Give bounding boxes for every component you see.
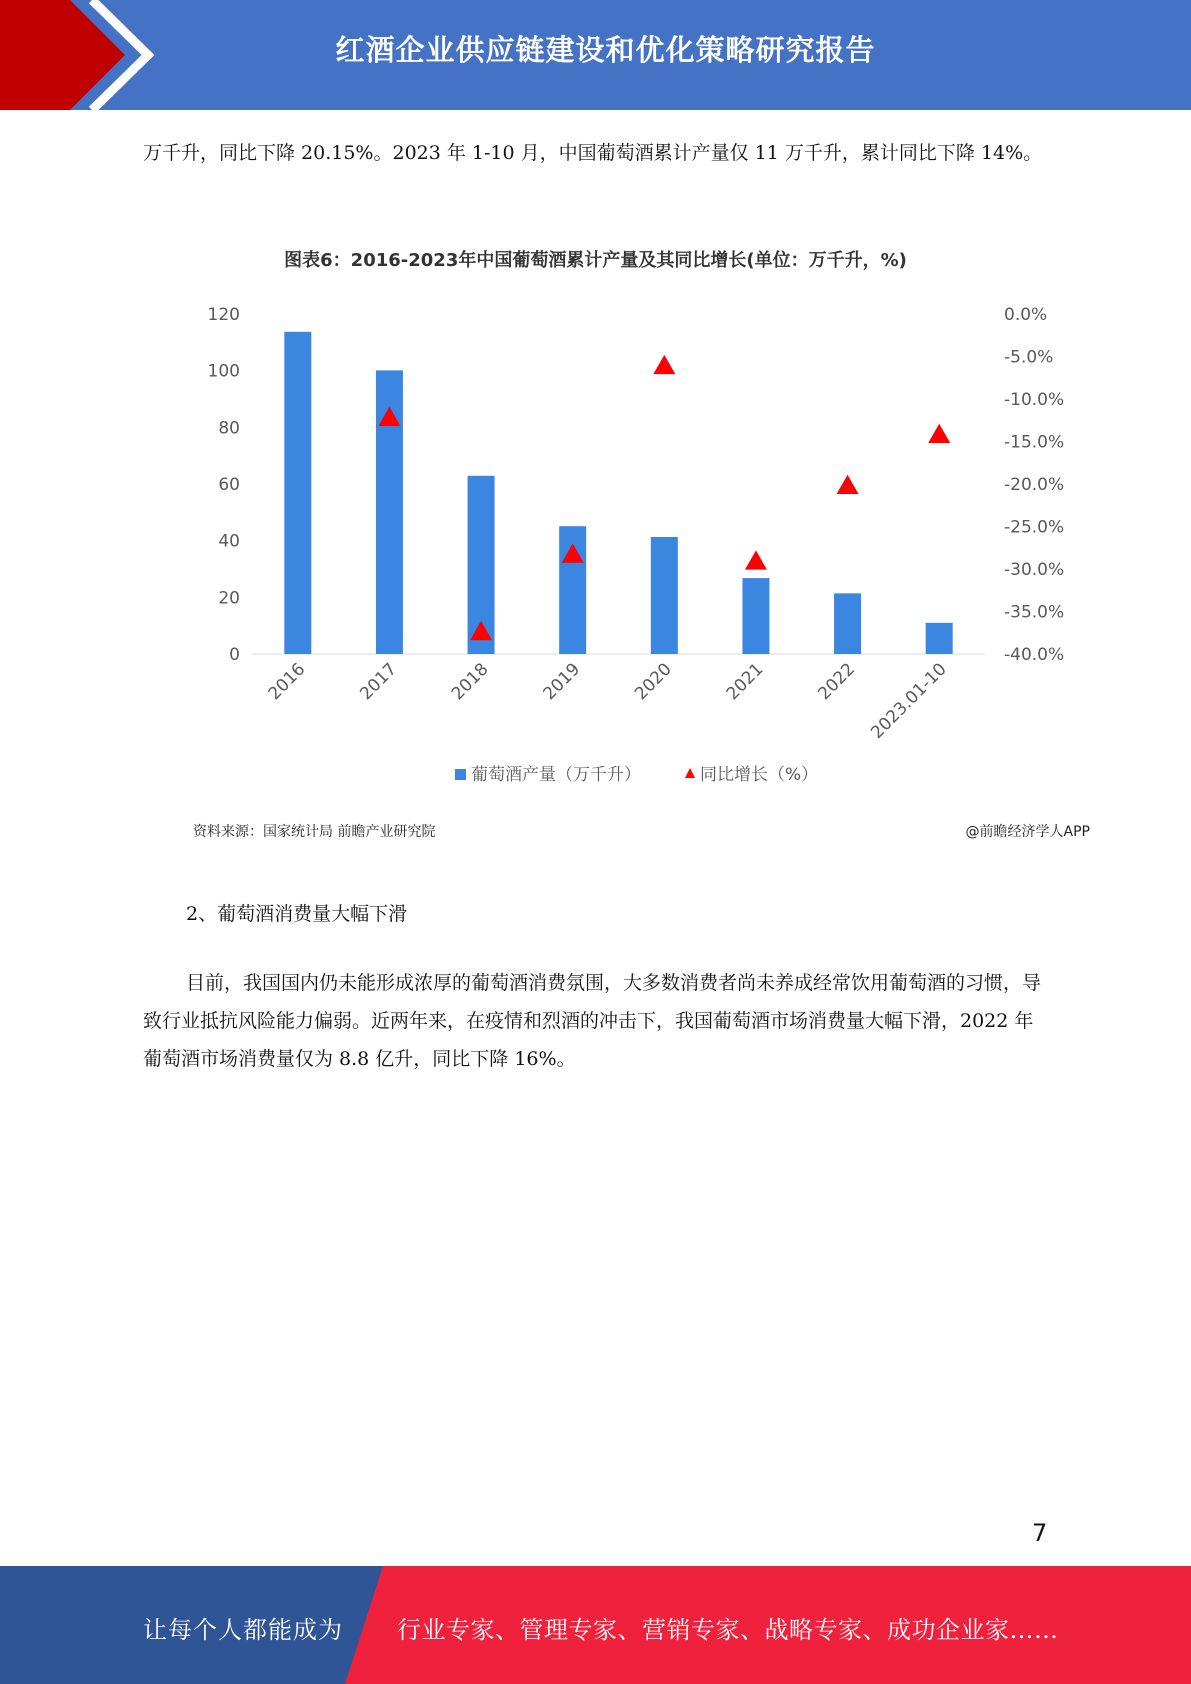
x-axis-tick-label: 2016 [264, 659, 310, 705]
right-axis-tick-label: -10.0% [1004, 390, 1065, 410]
right-axis-tick-label: -30.0% [1004, 560, 1065, 580]
bar-2016 [284, 332, 311, 654]
x-axis-tick-label: 2021 [722, 659, 768, 705]
right-axis-tick-label: -5.0% [1004, 347, 1054, 368]
x-axis-tick-label: 2017 [356, 659, 401, 705]
bar-2021 [742, 578, 769, 654]
legend-label-yoy: 同比增长（%） [700, 765, 819, 785]
yoy-marker-2022 [837, 475, 859, 494]
yoy-marker-2023.01-10 [928, 424, 950, 443]
x-axis-tick-label: 2019 [539, 659, 585, 705]
x-axis-tick-label: 2018 [447, 659, 493, 705]
right-axis-tick-label: 0.0% [1004, 305, 1048, 325]
chart-source: 资料来源：国家统计局 前瞻产业研究院 [193, 824, 436, 840]
left-axis-tick-label: 100 [207, 361, 240, 382]
left-axis-tick-label: 40 [218, 531, 240, 552]
chart-title: 图表6：2016-2023年中国葡萄酒累计产量及其同比增长(单位：万千升，%) [284, 250, 907, 271]
left-axis-tick-label: 20 [218, 588, 240, 609]
bar-2022 [834, 593, 861, 654]
left-axis-tick-label: 60 [218, 475, 240, 495]
right-axis-tick-label: -40.0% [1004, 645, 1065, 665]
yoy-marker-2020 [653, 355, 675, 374]
legend-swatch-production [455, 769, 466, 780]
left-axis-tick-label: 0 [229, 645, 240, 665]
x-axis-tick-label: 2023.01-10 [867, 659, 951, 743]
page-footer [0, 1566, 1191, 1684]
bar-2020 [651, 537, 678, 654]
section-body: 目前，我国国内仍未能形成浓厚的葡萄酒消费氛围，大多数消费者尚未养成经常饮用葡萄酒的习惯，导致行业抵抗风险能力偏弱。近两年来，在疫情和烈酒的冲击下，我国葡萄酒市场消费量大幅下滑，2022 年葡萄酒市场消费量仅为 8.8 亿升，同比下降 16%。 [143, 972, 1042, 1070]
report-title: 红酒企业供应链建设和优化策略研究报告 [335, 33, 876, 67]
right-axis-tick-label: -25.0% [1004, 517, 1065, 538]
bar-2023.01-10 [926, 623, 953, 654]
section-heading: 2、葡萄酒消费量大幅下滑 [186, 903, 408, 925]
footer-slogan-right: 行业专家、管理专家、营销专家、战略专家、成功企业家…… [397, 1616, 1059, 1644]
right-axis-tick-label: -20.0% [1004, 475, 1065, 495]
left-axis-tick-label: 120 [207, 305, 240, 325]
right-axis-tick-label: -15.0% [1004, 432, 1065, 453]
x-axis-tick-label: 2022 [814, 659, 860, 705]
legend-label-production: 葡萄酒产量（万千升） [471, 765, 641, 785]
x-axis-tick-label: 2020 [631, 659, 676, 705]
left-axis-tick-label: 80 [218, 418, 240, 439]
chart-credit: @前瞻经济学人APP [965, 824, 1090, 840]
legend-swatch-yoy [685, 768, 695, 778]
footer-slogan-left: 让每个人都能成为 [143, 1616, 343, 1644]
yoy-marker-2021 [745, 550, 767, 569]
intro-paragraph: 万千升，同比下降 20.15%。2023 年 1-10 月，中国葡萄酒累计产量仅 11 万千升，累计同比下降 14%。 [143, 142, 1043, 164]
right-axis-tick-label: -35.0% [1004, 602, 1065, 623]
page-number: 7 [1032, 1519, 1048, 1547]
